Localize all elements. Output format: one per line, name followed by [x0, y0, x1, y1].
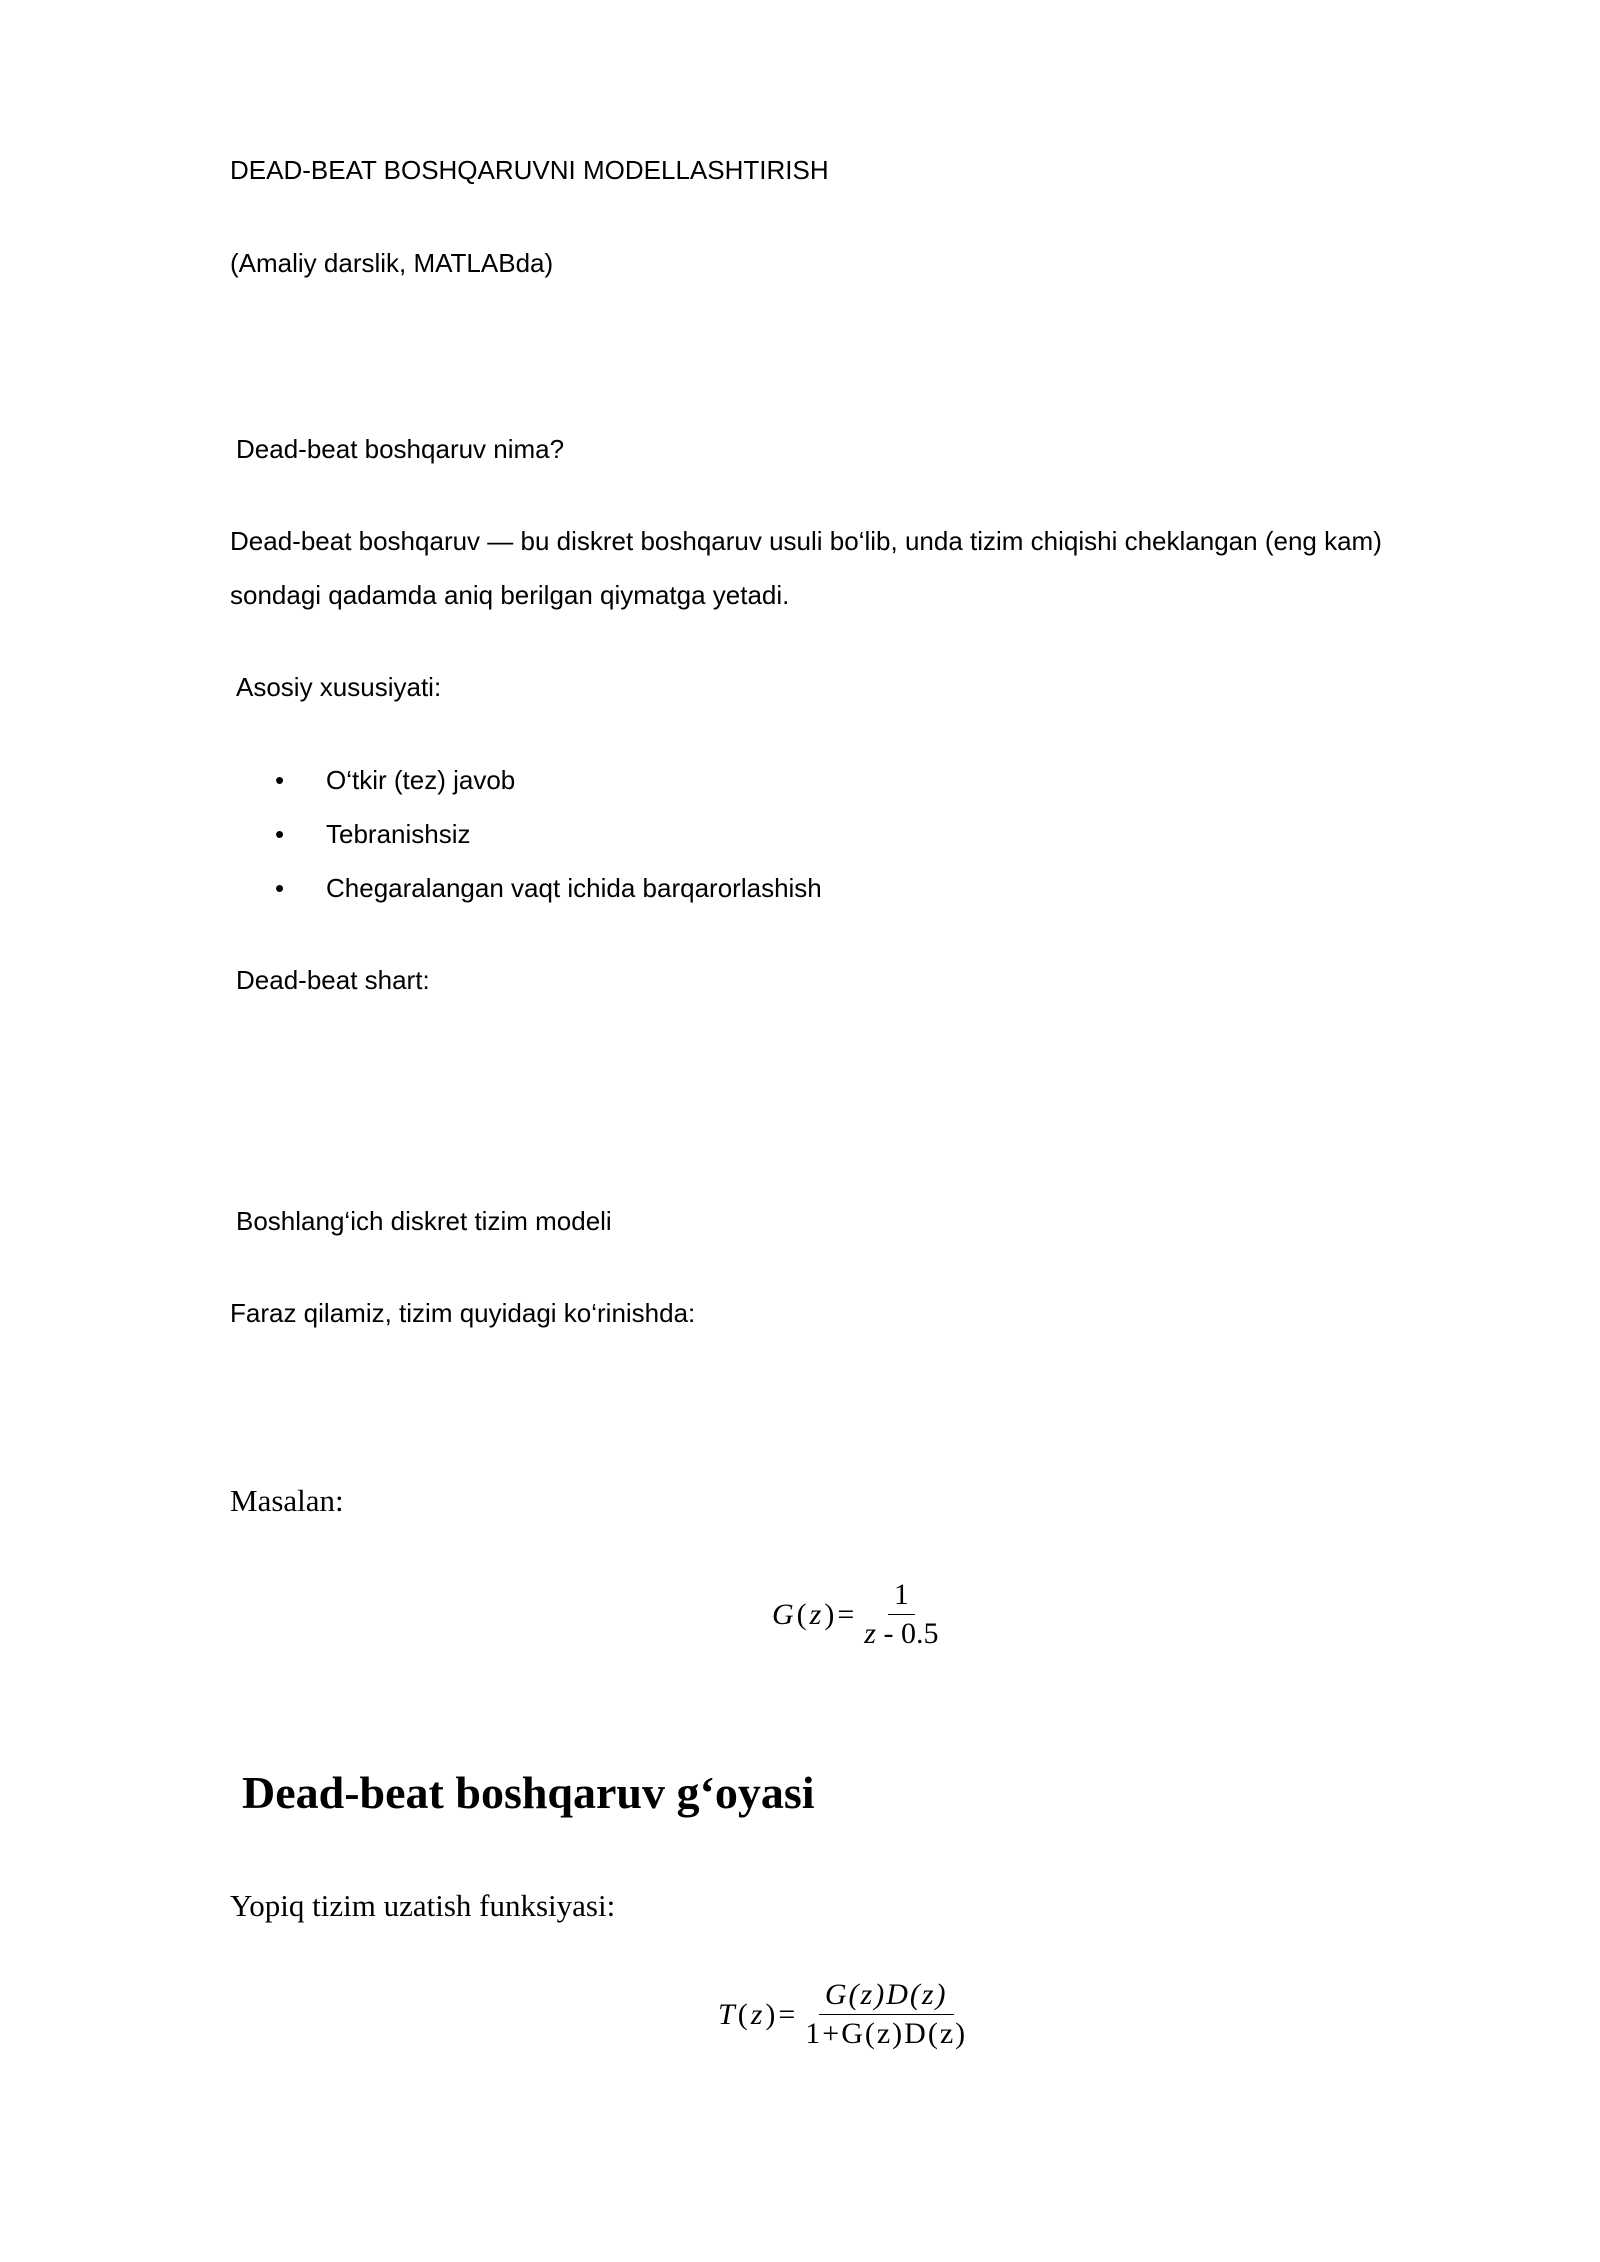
- example-label: Masalan:: [230, 1483, 344, 1518]
- bullet-icon: •: [275, 819, 285, 849]
- closed-loop-paragraph: Yopiq tizim uzatish funksiyasi:: [230, 1888, 616, 1923]
- fraction: $\frac{1}{z - 0.5}$: [864, 1578, 939, 1650]
- condition-heading: Dead-beat shart:: [236, 965, 430, 995]
- features-heading: Asosiy xususiyati:: [236, 672, 442, 702]
- fraction: $\frac{G(z)D(z)}{1+G(z)D(z)}$: [805, 1978, 968, 2050]
- bullet-icon: •: [275, 765, 285, 795]
- definition-paragraph: Dead-beat boshqaruv — bu diskret boshqaruv usuli bo‘lib, unda tizim chiqishi cheklangan (eng kam) sondagi qadamda aniq berilgan qiymatga yetadi.: [230, 526, 1382, 610]
- section-heading-initial-model: Boshlang‘ich diskret tizim modeli: [236, 1206, 612, 1236]
- document-subtitle: (Amaliy darslik, MATLABda): [230, 248, 554, 278]
- document-title: DEAD-BEAT BOSHQARUVNI MODELLASHTIRISH: [230, 155, 829, 185]
- section-heading-idea: Dead-beat boshqaruv g‘oyasi: [242, 1767, 815, 1818]
- bullet-icon: •: [275, 873, 285, 903]
- section-heading-what-is: Dead-beat boshqaruv nima?: [236, 434, 565, 464]
- model-intro-paragraph: Faraz qilamiz, tizim quyidagi ko‘rinishda:: [230, 1298, 696, 1328]
- formula-t: T ( z ) = $\frac{G(z)D(z)}{1+G(z)D(z)}$: [718, 1978, 973, 2051]
- formula-g: G ( z ) = $\frac{1}{z - 0.5}$: [772, 1578, 944, 1651]
